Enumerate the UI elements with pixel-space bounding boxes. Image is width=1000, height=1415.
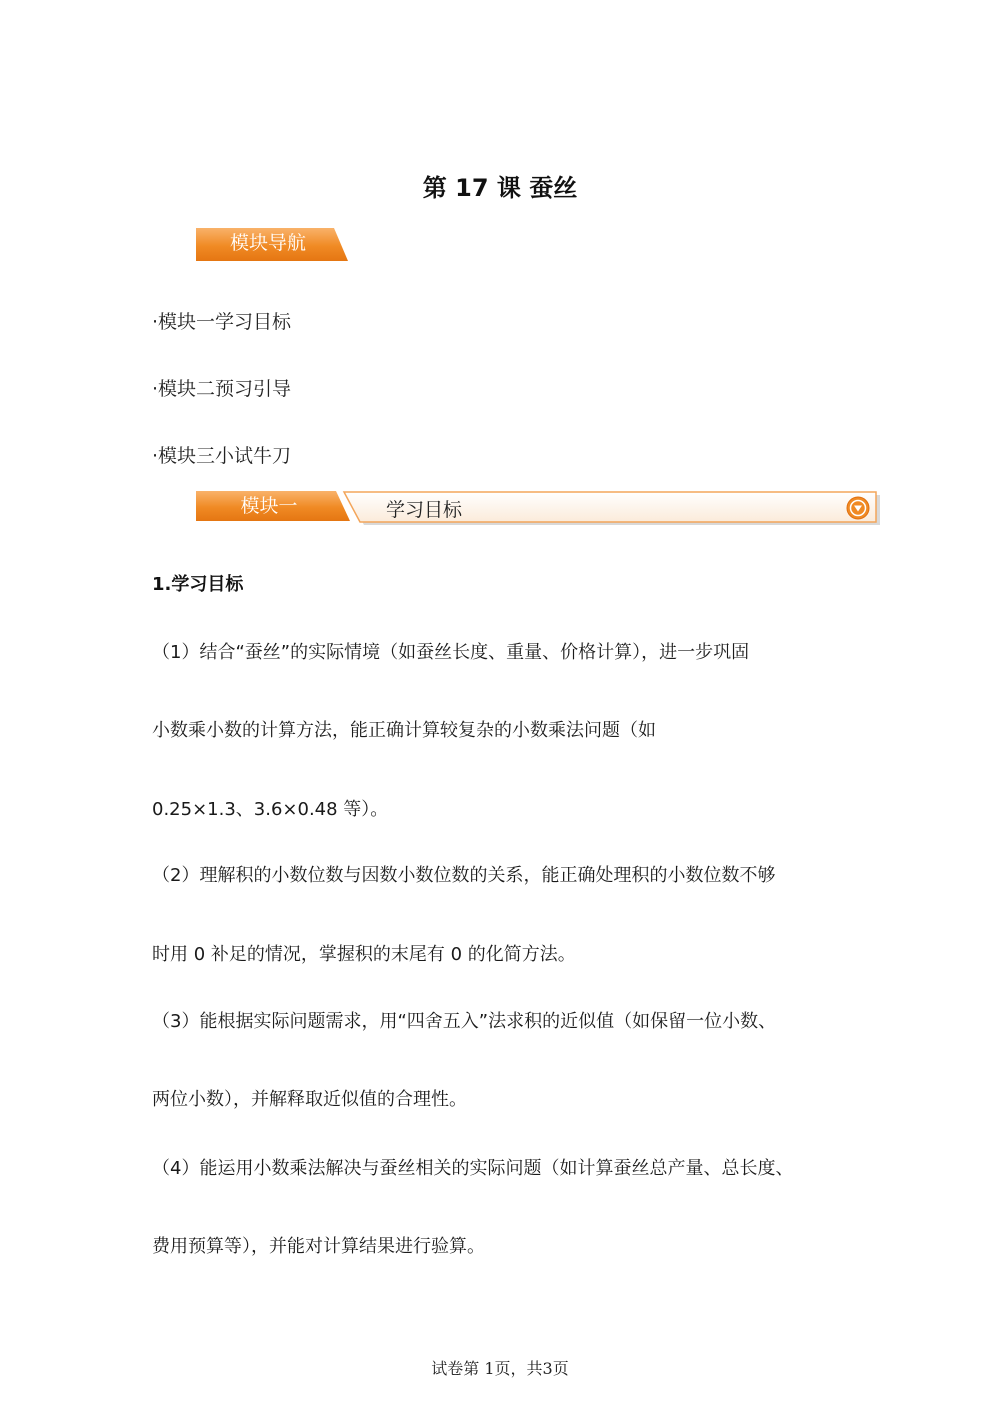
objective-paragraph-line: （4）能运用小数乘法解决与蚕丝相关的实际问题（如计算蚕丝总产量、总长度、 (152, 1158, 794, 1179)
module-number-label: 模块一 (240, 495, 298, 517)
objective-paragraph-line: 0.25×1.3、3.6×0.48 等）。 (152, 799, 389, 820)
nav-tab-label: 模块导航 (229, 232, 306, 254)
page-title: 第 17 课 蚕丝 (422, 174, 578, 202)
objective-paragraph-line: 小数乘小数的计算方法，能正确计算较复杂的小数乘法问题（如 (152, 720, 656, 741)
chevron-down-icon[interactable] (846, 496, 870, 520)
objective-paragraph-line: 时用 0 补足的情况，掌握积的末尾有 0 的化简方法。 (152, 944, 576, 965)
section-heading: 1.学习目标 (152, 574, 244, 595)
page-footer: 试卷第 1页，共3页 (431, 1359, 569, 1378)
objective-paragraph-line: 费用预算等），并能对计算结果进行验算。 (152, 1236, 485, 1257)
objective-paragraph-line: （1）结合“蚕丝”的实际情境（如蚕丝长度、重量、价格计算），进一步巩固 (152, 642, 750, 663)
module-nav-tab (196, 228, 348, 261)
objective-paragraph-line: （2）理解积的小数位数与因数小数位数的关系，能正确处理积的小数位数不够 (152, 865, 776, 886)
nav-item-module-2[interactable]: ·模块二预习引导 (152, 378, 292, 400)
nav-item-module-1[interactable]: ·模块一学习目标 (152, 311, 292, 333)
objective-paragraph-line: 两位小数），并解释取近似值的合理性。 (152, 1089, 467, 1110)
module-header (196, 491, 880, 527)
nav-item-module-3[interactable]: ·模块三小试牛刀 (152, 445, 292, 467)
objective-paragraph-line: （3）能根据实际问题需求，用“四舍五入”法求积的近似值（如保留一位小数、 (152, 1011, 777, 1032)
module-name-label: 学习目标 (386, 499, 463, 521)
